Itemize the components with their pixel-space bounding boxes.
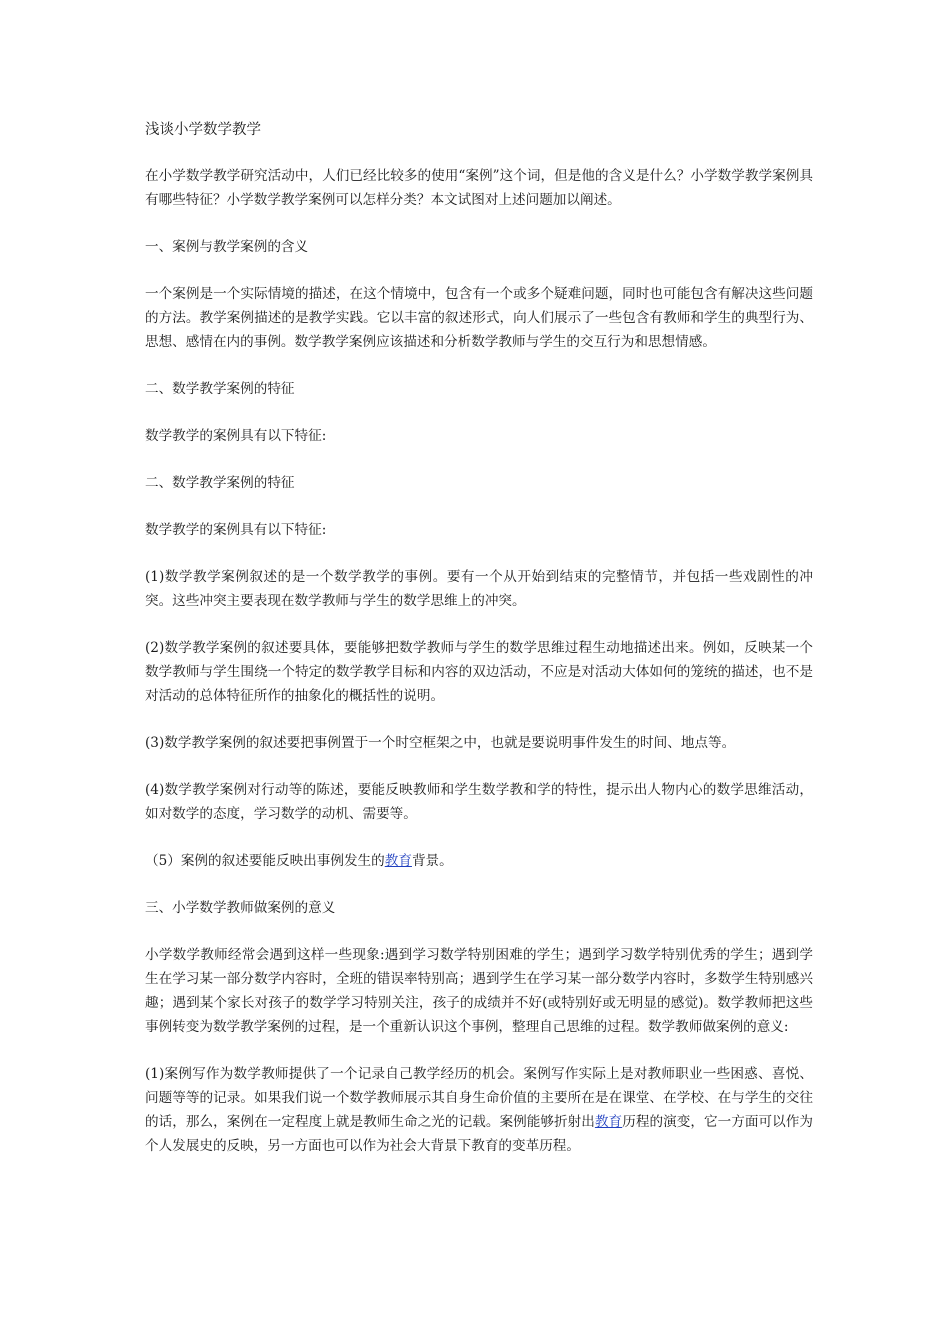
section-2-heading: 二、数学教学案例的特征 (145, 381, 295, 397)
section-2-item-5 (145, 849, 813, 873)
section-3-item-1-tail: 历程的演变，它一方面可以作为个人发展史的反映，另一方面也可以作为社会大背景下教育的变革历程。 (145, 1114, 814, 1154)
education-link-2[interactable]: 教育 (594, 1114, 623, 1130)
section-2-item-5-tail: 背景。 (411, 853, 453, 869)
intro-paragraph: 在小学数学教学研究活动中，人们已经比较多的使用“案例”这个词，但是他的含义是什么？小学数学教学案例具有哪些特征？小学数学教学案例可以怎样分类？本文试图对上述问题加以阐述。 (145, 168, 813, 208)
section-2-item-5-text: （5）案例的叙述要能反映出事例发生的 (145, 853, 385, 869)
section-2-lead: 数学教学的案例具有以下特征: (145, 428, 327, 444)
section-3-item-1 (145, 1062, 813, 1158)
section-3-heading: 三、小学数学教师做案例的意义 (145, 900, 336, 916)
section-1-heading: 一、案例与教学案例的含义 (145, 239, 309, 255)
section-3-item-1-text: (1)案例写作为数学教师提供了一个记录自己教学经历的机会。案例写作实际上是对教师职业一些困惑、喜悦、问题等等的记录。如果我们说一个数学教师展示其自身生命价值的主要所在是在课堂、在学校、在与学生的交往的话，那么，案例在一定程度上就是教师生命之光的记载。案例能够折射出 (145, 1066, 813, 1130)
document-page (145, 118, 813, 1181)
section-2-item-4: (4)数学教学案例对行动等的陈述，要能反映教师和学生数学教和学的特性，提示出人物内心的数学思维活动，如对数学的态度，学习数学的动机、需要等。 (145, 782, 813, 822)
section-1-body: 一个案例是一个实际情境的描述，在这个情境中，包含有一个或多个疑难问题，同时也可能包含有解决这些问题的方法。教学案例描述的是教学实践。它以丰富的叙述形式，向人们展示了一些包含有教师和学生的典型行为、思想、感情在内的事例。数学教学案例应该描述和分析数学教师与学生的交互行为和思想情感。 (145, 286, 813, 350)
section-2-item-2: (2)数学教学案例的叙述要具体，要能够把数学教师与学生的数学思维过程生动地描述出来。例如，反映某一个数学教师与学生围绕一个特定的数学教学目标和内容的双边活动，不应是对活动大体如何的笼统的描述，也不是对活动的总体特征所作的抽象化的概括性的说明。 (145, 640, 813, 704)
education-link[interactable]: 教育 (384, 853, 412, 869)
section-2-lead-repeat: 数学教学的案例具有以下特征: (145, 522, 327, 538)
section-2-item-3: (3)数学教学案例的叙述要把事例置于一个时空框架之中，也就是要说明事件发生的时间、地点等。 (145, 735, 736, 751)
section-3-body: 小学数学教师经常会遇到这样一些现象:遇到学习数学特别困难的学生；遇到学习数学特别优秀的学生；遇到学生在学习某一部分数学内容时，全班的错误率特别高；遇到学生在学习某一部分数学内容时，多数学生特别感兴趣；遇到某个家长对孩子的数学学习特别关注，孩子的成绩并不好(或特别好或无明显的感觉)。数学教师把这些事例转变为数学教学案例的过程，是一个重新认识这个事例，整理自己思维的过程。数学教师做案例的意义: (145, 947, 813, 1035)
section-2-heading-repeat: 二、数学教学案例的特征 (145, 475, 295, 491)
document-title: 浅谈小学数学教学 (145, 122, 261, 138)
section-2-item-1: (1)数学教学案例叙述的是一个数学教学的事例。要有一个从开始到结束的完整情节，并包括一些戏剧性的冲突。这些冲突主要表现在数学教师与学生的数学思维上的冲突。 (145, 569, 813, 609)
